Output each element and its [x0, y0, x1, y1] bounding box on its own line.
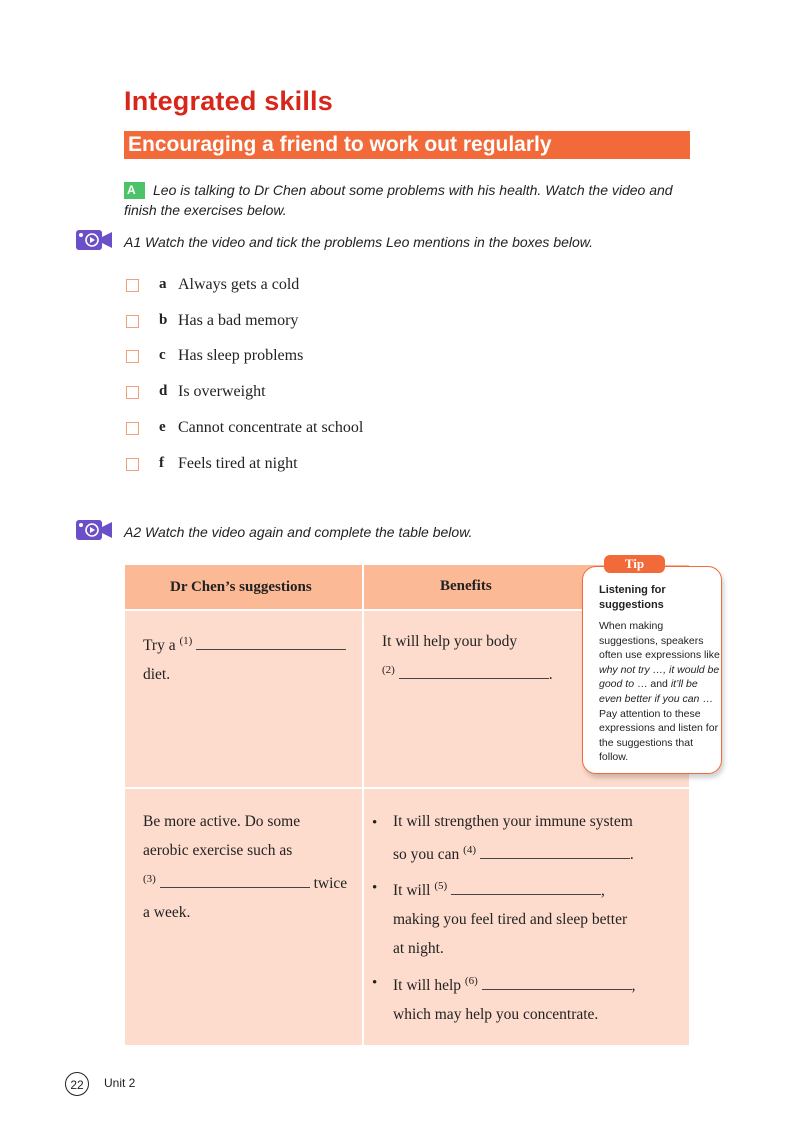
blank-number: (6) [464, 975, 478, 987]
checkbox[interactable] [126, 422, 139, 435]
suggestion-2-line: Be more active. Do some [143, 813, 301, 830]
tip-expression: why not try …, it would be good to [599, 663, 720, 691]
video-camera-icon [76, 520, 112, 540]
answer-blank-5[interactable] [451, 880, 601, 895]
checkbox[interactable] [126, 315, 139, 328]
row-divider [125, 787, 689, 789]
bullet: • [372, 880, 378, 896]
tip-label: Tip [604, 555, 665, 573]
suggestion-1-end: diet. [143, 666, 171, 684]
benefit-end: . [629, 846, 634, 864]
a2-instruction: A2 Watch the video again and complete the table below. [124, 524, 473, 540]
tip-box [582, 566, 722, 774]
item-letter: b [159, 312, 168, 328]
header-benefits: Benefits [440, 578, 492, 594]
answer-blank-1[interactable] [196, 635, 346, 650]
video-camera-icon [76, 230, 112, 250]
suggestion-2-line: a week. [143, 904, 191, 922]
item-text: Has a bad memory [178, 312, 299, 329]
suggestion-1 [143, 627, 346, 689]
item-letter: c [159, 347, 166, 363]
answer-blank-4[interactable] [480, 844, 630, 859]
benefit-line: at night. [393, 940, 444, 958]
section-banner [124, 131, 690, 159]
benefit-2c [393, 967, 635, 1029]
checkbox[interactable] [126, 458, 139, 471]
item-text: Always gets a cold [178, 276, 300, 293]
tip-text: When making suggestions, speakers often use expressions like [599, 620, 720, 662]
item-text: Cannot concentrate at school [178, 419, 364, 436]
section-a-intro-text: Leo is talking to Dr Chen about some problems with his health. Watch the video and finish the exercises below. [124, 182, 673, 218]
checkbox[interactable] [126, 350, 139, 363]
blank-number: (3) [143, 873, 156, 885]
benefit-end: , [601, 882, 605, 900]
tip-text: … Pay attention to these expressions and listen for the suggestions that follow. [599, 692, 719, 764]
tip-heading: Listening for suggestions [599, 584, 666, 611]
section-a-badge: A [124, 182, 145, 199]
section-subheading: Encouraging a friend to work out regularly [128, 133, 552, 156]
bullet: • [372, 815, 378, 831]
a1-instruction: A1 Watch the video and tick the problems Leo mentions in the boxes below. [124, 234, 594, 250]
blank-number: (2) [382, 664, 395, 676]
item-letter: a [159, 276, 167, 292]
column-divider [362, 565, 364, 1045]
suggestion-2 [143, 807, 347, 927]
tip-expression: it’ll be even better if you can [599, 678, 700, 705]
checkbox[interactable] [126, 279, 139, 292]
suggestion-2-line: aerobic exercise such as [143, 842, 293, 859]
benefit-line: It will strengthen your immune system [393, 813, 633, 830]
suggestion-2-line: twice [313, 875, 348, 893]
benefit-end: , [631, 977, 636, 995]
benefit-1 [382, 627, 553, 689]
benefit-2b [393, 872, 627, 963]
suggestion-1-text: Try a [143, 637, 176, 655]
benefit-1-text: It will help your body [382, 633, 518, 650]
checkbox[interactable] [126, 386, 139, 399]
page-title: Integrated skills [124, 86, 333, 116]
bullet: • [372, 975, 378, 991]
benefit-line: It will [393, 882, 431, 900]
answer-blank-3[interactable] [160, 873, 310, 888]
header-suggestions: Dr Chen’s suggestions [170, 579, 312, 595]
item-letter: d [159, 383, 168, 399]
benefit-line: It will help [393, 977, 462, 995]
page-number: 22 [65, 1072, 89, 1096]
item-text: Is overweight [178, 383, 266, 400]
item-text: Feels tired at night [178, 455, 298, 472]
benefit-1-end: . [548, 666, 553, 684]
item-letter: e [159, 419, 166, 435]
answer-blank-6[interactable] [482, 975, 632, 990]
benefit-line: so you can [393, 846, 460, 864]
benefit-line: making you feel tired and sleep better [393, 911, 628, 929]
tip-body [599, 619, 721, 765]
benefit-line: which may help you concentrate. [393, 1006, 599, 1024]
benefit-2a [393, 807, 634, 869]
item-text: Has sleep problems [178, 347, 304, 364]
section-a-intro [124, 180, 694, 220]
blank-number: (4) [463, 844, 476, 856]
answer-blank-2[interactable] [399, 664, 549, 679]
tip-text: … and [634, 678, 671, 691]
item-letter: f [159, 455, 164, 471]
unit-label: Unit 2 [104, 1076, 136, 1090]
blank-number: (5) [434, 880, 448, 892]
blank-number: (1) [179, 635, 193, 647]
